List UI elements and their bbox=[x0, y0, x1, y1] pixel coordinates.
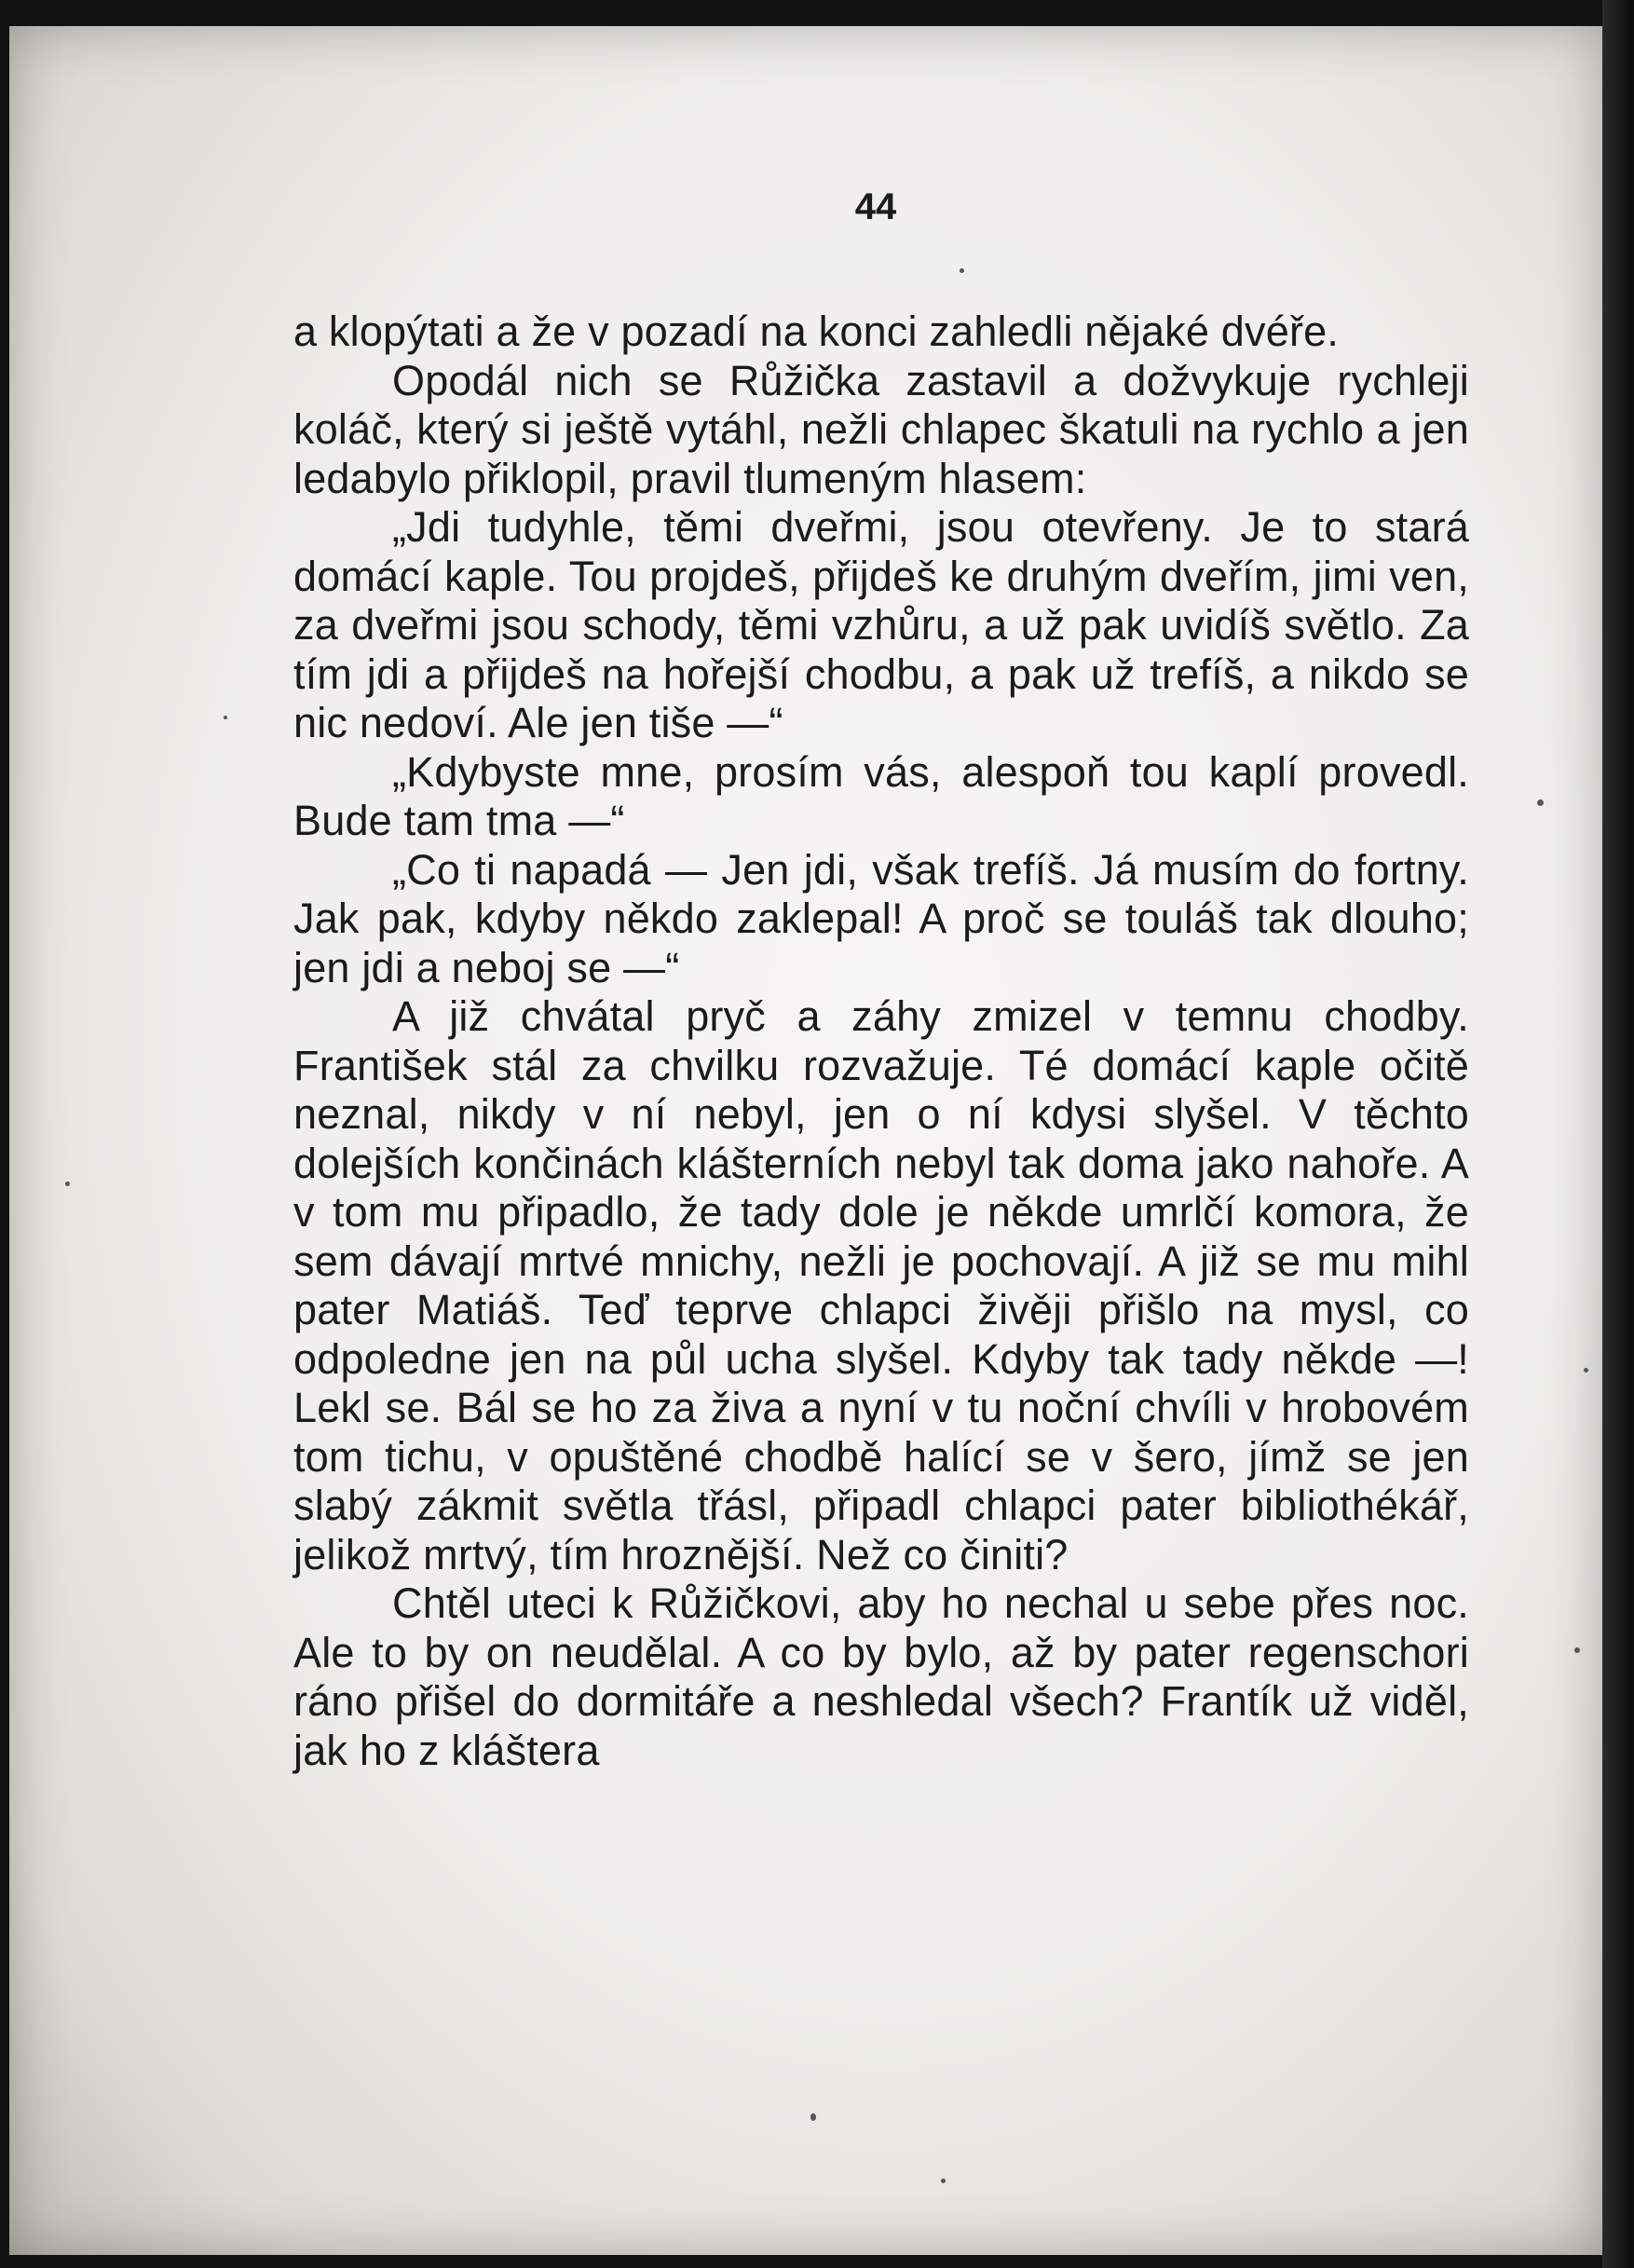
paragraph: Chtěl uteci k Růžičkovi, aby ho nechal u sebe přes noc. Ale to by on neudělal. A co by bylo, až by pater regenschori ráno přišel do dormitáře a neshledal všech? Frantík už viděl, jak ho z kláštera bbox=[293, 1579, 1469, 1774]
paragraph: „Co ti napadá — Jen jdi, však trefíš. Já musím do fortny. Jak pak, kdyby někdo zaklepal! A proč se touláš tak dlouho; jen jdi a neboj se —“ bbox=[293, 845, 1469, 991]
body-text bbox=[293, 307, 1469, 1775]
paragraph: Opodál nich se Růžička zastavil a dožvykuje rychleji koláč, který si ještě vytáhl, nežli chlapec škatuli na rychlo a jen ledabylo přiklopil, pravil tlumeným hlasem: bbox=[293, 356, 1469, 502]
paragraph: A již chvátal pryč a záhy zmizel v temnu chodby. František stál za chvilku rozvažuje. Té domácí kaple očitě neznal, nikdy v ní nebyl, jen o ní kdysi slyšel. V těchto dolejších končinách klášterních nebyl tak doma jako nahoře. A v tom mu připadlo, že tady dole je někde umrlčí komora, že sem dávají mrtvé mnichy, nežli je pochovají. A již se mu mihl pater Matiáš. Teď teprve chlapci živěji přišlo na mysl, co odpoledne jen na půl ucha slyšel. Kdyby tak tady někde —! Lekl se. Bál se ho za živa a nyní v tu noční chvíli v hrobovém tom tichu, v opuštěné chodbě halící se v šero, jímž se jen slabý zákmit světla třásl, připadl chlapci pater bibliothékář, jelikož mrtvý, tím hroznější. Než co činiti? bbox=[293, 992, 1469, 1578]
paragraph: „Jdi tudyhle, těmi dveřmi, jsou otevřeny. Je to stará domácí kaple. Tou projdeš, přijdeš ke druhým dveřím, jimi ven, za dveřmi jsou schody, těmi vzhůru, a už pak uvidíš světlo. Za tím jdi a přijdeš na hořejší chodbu, a pak už trefíš, a nikdo se nic nedoví. Ale jen tiše —“ bbox=[293, 503, 1469, 746]
page-edge-shadow bbox=[1602, 0, 1634, 2268]
paragraph: a klopýtati a že v pozadí na konci zahledli nějaké dvéře. bbox=[293, 307, 1340, 355]
page-number: 44 bbox=[854, 186, 897, 227]
paragraph: „Kdybyste mne, prosím vás, alespoň tou kaplí provedl. Bude tam tma —“ bbox=[293, 747, 1469, 844]
